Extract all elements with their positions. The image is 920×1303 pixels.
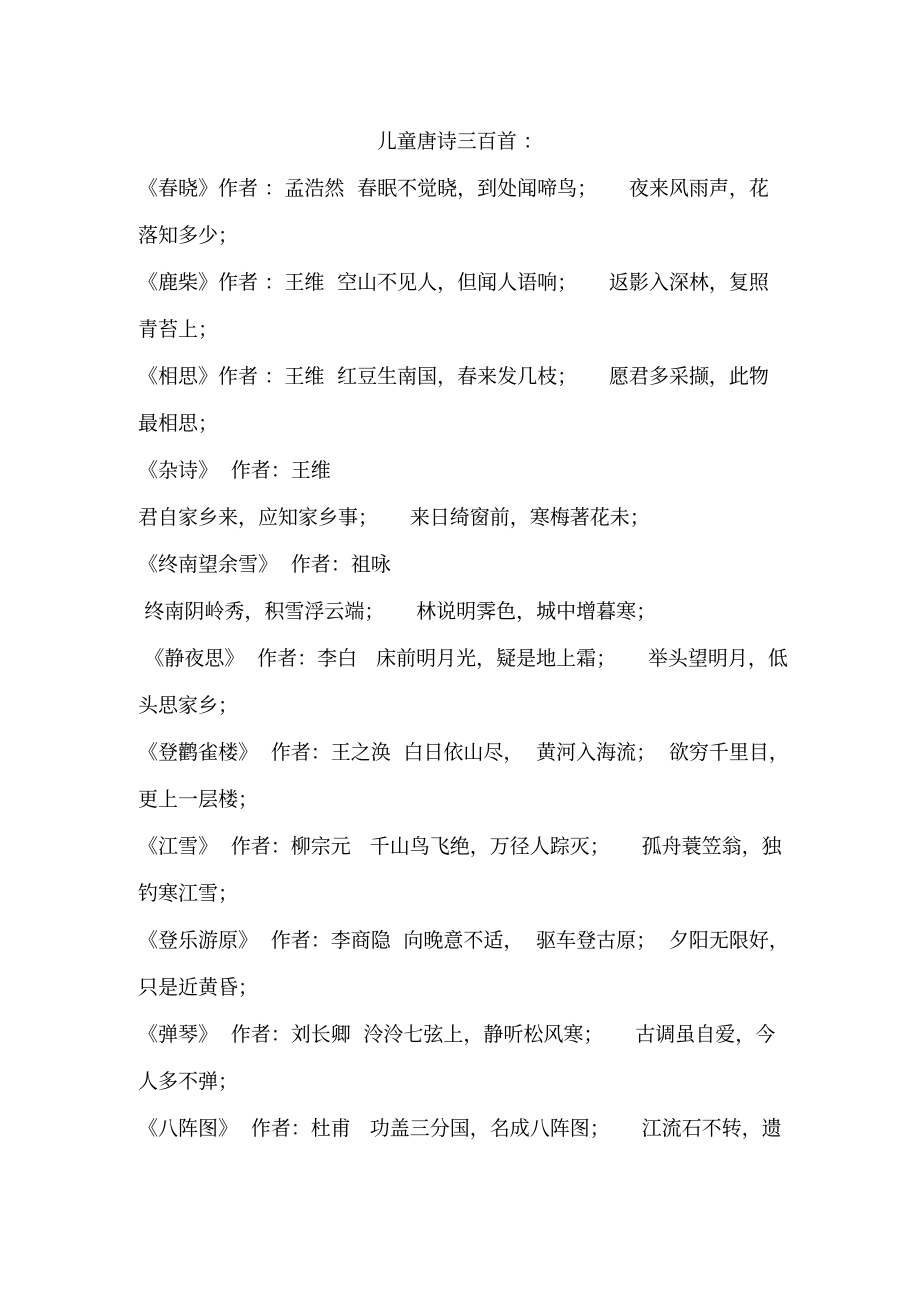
text-line: 君自家乡来，应知家乡事； 来日绮窗前，寒梅著花未； (138, 505, 650, 529)
text-line: 最相思； (138, 411, 218, 435)
text-line: 《八阵图》 作者：杜甫 功盖三分国，名成八阵图； 江流石不转，遗 (138, 1116, 782, 1140)
text-line: 《终南望余雪》 作者：祖咏 (138, 552, 391, 576)
text-line: 《登鹳雀楼》 作者：王之涣 白日依山尽， 黄河入海流； 欲穷千里目， (138, 740, 789, 764)
document-title: 儿童唐诗三百首 ： (376, 129, 544, 153)
text-line: 人多不弹； (138, 1069, 238, 1093)
text-line: 终南阴岭秀，积雪浮云端； 林说明霁色，城中增暮寒； (138, 599, 657, 623)
text-line: 《静夜思》 作者：李白 床前明月光，疑是地上霜； 举头望明月，低 (138, 646, 788, 670)
text-line: 《鹿柴》作者 ：王维 空山不见人，但闻人语响； 返影入深林，复照 (138, 270, 769, 294)
text-line: 《登乐游原》 作者：李商隐 向晚意不适， 驱车登古原； 夕阳无限好， (138, 928, 789, 952)
text-line: 《杂诗》 作者：王维 (138, 458, 331, 482)
text-line: 更上一层楼； (138, 787, 258, 811)
text-line: 《相思》作者 ：王维 红豆生南国，春来发几枝； 愿君多采撷，此物 (138, 364, 769, 388)
text-line: 钓寒江雪； (138, 881, 238, 905)
poem-list (138, 173, 789, 1160)
text-line: 落知多少； (138, 223, 238, 247)
text-line: 头思家乡； (138, 693, 238, 717)
text-line: 青苔上； (138, 317, 218, 341)
text-line: 《江雪》 作者：柳宗元 千山鸟飞绝，万径人踪灭； 孤舟蓑笠翁，独 (138, 834, 782, 858)
text-line: 《弹琴》 作者：刘长卿 泠泠七弦上，静听松风寒； 古调虽自爱，今 (138, 1022, 776, 1046)
text-line: 只是近黄昏； (138, 975, 258, 999)
text-line: 《春晓》作者 ：孟浩然 春眠不觉晓，到处闻啼鸟； 夜来风雨声，花 (138, 176, 769, 200)
